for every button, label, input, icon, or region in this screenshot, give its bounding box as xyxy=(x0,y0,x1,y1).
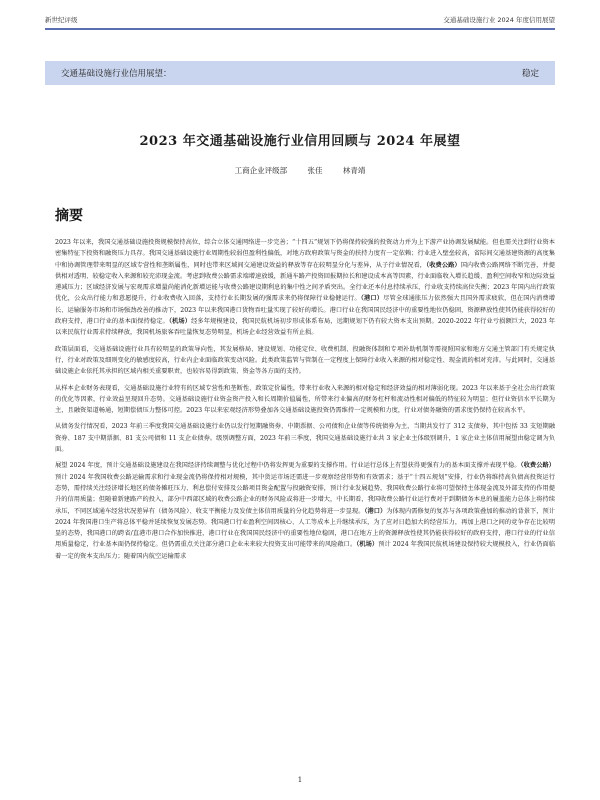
paragraph: 展望 2024 年度，预计交通基础设施建设在我国经济持续调整与优化过程中仍将发挥更为重要的支撑作用。行业运行总体上有望获得更强有力的基本面支撑并表现平稳。（收费公路）预计 2024 年我国收费公路运输需求和行业现金流仍将保持相对规模，其中货运市场还需进一步观察经营形势和有效需求；基于“十四五规划”安排，行业仍将维持高负债高投资运行态势，需持续关注经济增长地区的债务摊旺压力、利息偿付安排及公路项目资金配置与投融资安排，预计行业发展趋势，我国收费公路行业将可望保持主体现金流及外部支持的作用提升的信用质量；但随着新建路产的投入，部分中西部区域的收费公路企业的财务风险或将进一步增大，中长期看，我国收费公路行业运行费对于到期债务本息的履盖能力总体上将持续承压，不同区域通车经营状况差异有（债务风险）、收支平衡能力及发债主体信用质量的分化趋势将进一步显现。（港口）为体现内需修复的复苏与各项政策叠加的推动的背景下，预计 2024 年我国港口生产将总体平稳并延续恢复发展态势。我国港口行业盈利空间因核心、人工等成本上升继续承压，为了应对日趋加大的经营压力，再加上港口之间的竞争存在比较明显的态势，我国港口的跨省/直港市港口合作加快推进，港口行业在我国国民经济中的重要性地位稳固，港口在地方上的资源释放性使其仍能获得较好的政府支持，港口行业的行业信用质量稳定，行业基本面仍保持稳定。但仍需重点关注部分港口企业未来较大投资支出可能带来的风险敞口。（机场）预计 2024 年我国民航机场建设保持较大规模投入，行业仍面临着一定的资本支出压力；随着国内航空运输需求 xyxy=(55,462,556,560)
header-left: 新世纪评级 xyxy=(45,15,78,24)
abstract-body xyxy=(55,237,555,567)
author-name: 张佳 xyxy=(307,166,323,175)
header-divider xyxy=(45,28,555,30)
abstract-heading: 摘要 xyxy=(55,208,83,224)
paragraph: 政策层面看，交通基础设施行业具有较明显的政策导向性，其发展格局、建设规划、功能定位、收费机制、投融资体制和专项补助机制等需视照国家和地方交通主管部门有关规定执行，行业对政策及细则变化的敏感度较高，行业内企业面临政策变动风险。此类政策监管与管制在一定程度上保障行业收入来源的相对稳定性、现金流的相对充沛。与此同时，交通基础设施企业依托其承担的区域内相关重要职责，也较容易得到政策、资金等各方面的支持。 xyxy=(55,345,555,376)
page-number: 1 xyxy=(297,776,303,784)
report-title: 2023 年交通基础设施行业信用回顾与 2024 年展望 xyxy=(139,134,461,149)
author-department: 工商企业评级部 xyxy=(234,166,288,175)
outlook-banner xyxy=(45,61,555,85)
running-header xyxy=(45,12,555,26)
paragraph: 从样本企业财务表现看，交通基础设施行业特有的区域专营性和垄断性、政策定价属性，带来行业收入来源的相对稳定和经济效益的相对薄弱化现。2023 年以来基于全社会出行政策的优化等因素，行业效益呈现回升态势。交通基础设施行业资金资产投入和长周期价值属性，所带来行业偏高的财务杠杆和流动性相对偏低的特征较为明显；但行业资信水平长期为主，且融资渠道畅通，短期偿债压力整体可控。2023 年以来宏观经济形势叠加各交通基础设施投资仍需维持一定规模和力度，行业对债务融资的需求度仍保持在较高水平。 xyxy=(55,384,555,415)
outlook-value: 稳定 xyxy=(521,69,539,79)
paragraph: 2023 年以来，我国交通基础设施投资规模保持高位，综合立体交通网络进一步完善；“十四五”规划下仍将保持较强的投资动力并为上下游产业协调发展赋能。但也需关注到行业资本密集特征下投资和融资压力具存。我国交通基础设施行业周期性较弱但盈利性偏低，对地方政府政策与资金的扶持力度有一定依赖；行业进入壁垒较高，省际间交通基建资源的高度集中和协调管理带来明显的区域专营性和垄断属性，同时也带来区域间交通建设效益的释放等存在较明显分化与差异，从子行业情况看，（收费公路）国内收费公路网络不断完善，并提供相对透明、较稳定收入来源和较充沛现金流。考虑到收费公路需求端增速放缓，新通车路产投资回报期拉长和建设成本高等因素，行业面临收入增长趋缓、盈利空间收窄和边际效益递减压力；区域经济发展与宏观需求增量尚能消化新增运能与收费公路建设期利息的集中性之间矛盾突出。全行业还本付息持续承压，行业收支持续高位失衡；2023 年国内出行政策优化，公众出行能力和意愿提升，行业收费收入回落，支持行业长期发展的强需求来仍将保障行业稳健运行。（港口）尽管全球通胀压力依然强大且国外需求疲软，但在国内消费增长、运输服务市场和市场强劲改善的推动下，2023 年以来我国港口货物吞吐量实现了较好的增长。港口行业在我国国民经济中的重要性地位仍稳固，资源释放性使其仍能获得较好的政府支持，港口行业的基本面保持稳定。（机场）经多年规模建设，我国民航机场初步形成体系布局，远期规划下仍有较大资本支出预期。2020-2022 年行业亏损额巨大，2023 年以来民航行业需求持续释放，我国机场旅客吞吐量恢复态势明显，机场企业经营效益有所止损。 xyxy=(55,239,556,337)
header-right: 交通基础设施行业 2024 年度信用展望 xyxy=(443,15,555,24)
author-line xyxy=(45,165,555,176)
author-name: 林青靖 xyxy=(342,166,366,175)
outlook-label: 交通基础设施行业信用展望： xyxy=(61,69,172,79)
paragraph: 从债务发行情况看，2023 年前三季度我国交通基础设施行业仍以发行短期融资券、中期票据、公司债和企业债等传统债券为主，当期共发行了 312 支债券，其中包括 33 支短期融资券、187 支中期票据、81 支公司债和 11 支企业债券。级别调整方面，2023 年前三季度，我国交通基础设施行业共 3 家企业主体级别调升，1 家企业主体信用展望由稳定调为负面。 xyxy=(55,423,555,454)
